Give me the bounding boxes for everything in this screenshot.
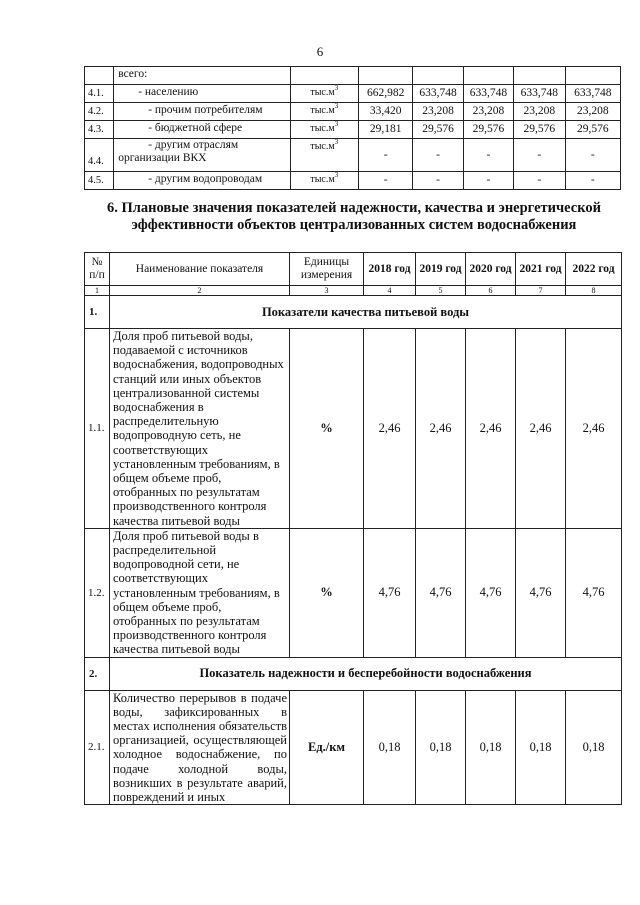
cell-value: 2,46 bbox=[416, 329, 466, 529]
column-index: 6 bbox=[466, 286, 516, 296]
column-index-row bbox=[85, 286, 622, 296]
cell-value: - bbox=[565, 172, 620, 190]
table-row bbox=[85, 139, 621, 172]
table-row bbox=[85, 172, 621, 190]
column-index: 4 bbox=[364, 286, 416, 296]
row-number: 2.1. bbox=[85, 690, 110, 805]
section-number: 2. bbox=[85, 657, 110, 690]
indicator-unit: % bbox=[290, 329, 364, 529]
cell-value: - bbox=[359, 139, 413, 172]
table-header bbox=[85, 253, 622, 286]
table-row bbox=[85, 67, 621, 85]
cell-value: 0,18 bbox=[566, 690, 622, 805]
table-row bbox=[85, 528, 622, 657]
row-name: - населению bbox=[114, 85, 290, 103]
header-name: Наименование показателя bbox=[110, 253, 290, 286]
column-index: 8 bbox=[566, 286, 622, 296]
row-name: - другим водопроводам bbox=[114, 172, 290, 190]
header-year: 2018 год bbox=[364, 253, 416, 286]
column-index: 3 bbox=[290, 286, 364, 296]
column-index: 5 bbox=[416, 286, 466, 296]
row-number: 1.2. bbox=[85, 528, 110, 657]
row-number: 4.2. bbox=[85, 103, 114, 121]
cell-value: - bbox=[514, 139, 565, 172]
cell-value: 662,982 bbox=[359, 85, 413, 103]
cell-value: - bbox=[565, 139, 620, 172]
header-year: 2019 год bbox=[416, 253, 466, 286]
cell-value: 2,46 bbox=[516, 329, 566, 529]
row-name: - бюджетной сфере bbox=[114, 121, 290, 139]
section-number: 1. bbox=[85, 296, 110, 329]
row-number: 1.1. bbox=[85, 329, 110, 529]
column-index: 7 bbox=[516, 286, 566, 296]
cell-value: 2,46 bbox=[364, 329, 416, 529]
section-heading: 6. Плановые значения показателей надежности, качества и энергетической эффективности объектов централизованных систем водоснабжения bbox=[107, 200, 601, 233]
row-unit: $тыс.м^3$ bbox=[290, 85, 359, 103]
indicator-name: Доля проб питьевой воды, подаваемой с источников водоснабжения, водопроводных станций или иных объектов централизованной системы водоснабжения в распределительную водопроводную сеть, не соответствующих установленным требованиям, в общем объеме проб, отобранных по результатам производственного контроля качества питьевой воды bbox=[110, 329, 290, 529]
indicator-unit: % bbox=[290, 528, 364, 657]
consumption-table bbox=[84, 66, 621, 190]
cell-value: 0,18 bbox=[416, 690, 466, 805]
section-title: Показатели качества питьевой воды bbox=[110, 296, 622, 329]
cell-value: 23,208 bbox=[514, 103, 565, 121]
table-row bbox=[85, 121, 621, 139]
table-row bbox=[85, 103, 621, 121]
cell-value: 29,576 bbox=[413, 121, 463, 139]
cell-value: 4,76 bbox=[466, 528, 516, 657]
cell-value: 29,576 bbox=[463, 121, 513, 139]
cell-value: 29,576 bbox=[565, 121, 620, 139]
cell-value: - bbox=[514, 172, 565, 190]
header-year: 2022 год bbox=[566, 253, 622, 286]
cell-value: 4,76 bbox=[566, 528, 622, 657]
header-num: № п/п bbox=[85, 253, 110, 286]
cell-value: - bbox=[359, 172, 413, 190]
row-number: 4.3. bbox=[85, 121, 114, 139]
row-unit: $тыс.м^3$ bbox=[290, 103, 359, 121]
cell-value: 633,748 bbox=[413, 85, 463, 103]
cell-value: 633,748 bbox=[463, 85, 513, 103]
indicator-unit: Ед./км bbox=[290, 690, 364, 805]
header-year: 2020 год bbox=[466, 253, 516, 286]
cell-value: 0,18 bbox=[364, 690, 416, 805]
cell-value: - bbox=[463, 139, 513, 172]
section-title: Показатель надежности и бесперебойности водоснабжения bbox=[110, 657, 622, 690]
section-row bbox=[85, 657, 622, 690]
cell-value: 23,208 bbox=[413, 103, 463, 121]
cell-value: 633,748 bbox=[565, 85, 620, 103]
cell-value: 0,18 bbox=[466, 690, 516, 805]
indicator-name: Количество перерывов в подаче воды, зафиксированных в местах исполнения обязательств организацией, осуществляющей холодное водоснабжение, по подаче холодной воды, возникших в результате аварий, повреждений и иных bbox=[110, 690, 290, 805]
cell-value: - bbox=[463, 172, 513, 190]
cell-value: 33,420 bbox=[359, 103, 413, 121]
page-number: 6 bbox=[316, 44, 324, 59]
cell-value: - bbox=[413, 139, 463, 172]
table-row bbox=[85, 85, 621, 103]
row-name: - другим отраслям организации ВКХ bbox=[114, 139, 290, 172]
cell-value: - bbox=[413, 172, 463, 190]
column-index: 2 bbox=[110, 286, 290, 296]
cell-value: 4,76 bbox=[416, 528, 466, 657]
cell-value: 4,76 bbox=[516, 528, 566, 657]
cell-value: 23,208 bbox=[565, 103, 620, 121]
indicators-table bbox=[84, 252, 622, 805]
row-number: 4.1. bbox=[85, 85, 114, 103]
row-name: - прочим потребителям bbox=[114, 103, 290, 121]
row-unit: $тыс.м^3$ bbox=[290, 139, 359, 172]
table-row bbox=[85, 329, 622, 529]
cell-value: 4,76 bbox=[364, 528, 416, 657]
cell-value: 0,18 bbox=[516, 690, 566, 805]
cell-value: 633,748 bbox=[514, 85, 565, 103]
column-index: 1 bbox=[85, 286, 110, 296]
indicator-name: Доля проб питьевой воды в распределительной водопроводной сети, не соответствующих установленным требованиям, в общем объеме проб, отобранных по результатам производственного контроля качества питьевой воды bbox=[110, 528, 290, 657]
section-row bbox=[85, 296, 622, 329]
header-year: 2021 год bbox=[516, 253, 566, 286]
cell-value: 2,46 bbox=[466, 329, 516, 529]
row-number: 4.5. bbox=[85, 172, 114, 190]
table-row bbox=[85, 690, 622, 805]
row-number: 4.4. bbox=[85, 139, 114, 172]
cell-value: 2,46 bbox=[566, 329, 622, 529]
total-label: всего: bbox=[114, 67, 290, 85]
header-unit: Единицы измерения bbox=[290, 253, 364, 286]
cell-value: 29,576 bbox=[514, 121, 565, 139]
row-unit: $тыс.м^3$ bbox=[290, 121, 359, 139]
cell-value: 23,208 bbox=[463, 103, 513, 121]
row-unit: $тыс.м^3$ bbox=[290, 172, 359, 190]
cell-value: 29,181 bbox=[359, 121, 413, 139]
